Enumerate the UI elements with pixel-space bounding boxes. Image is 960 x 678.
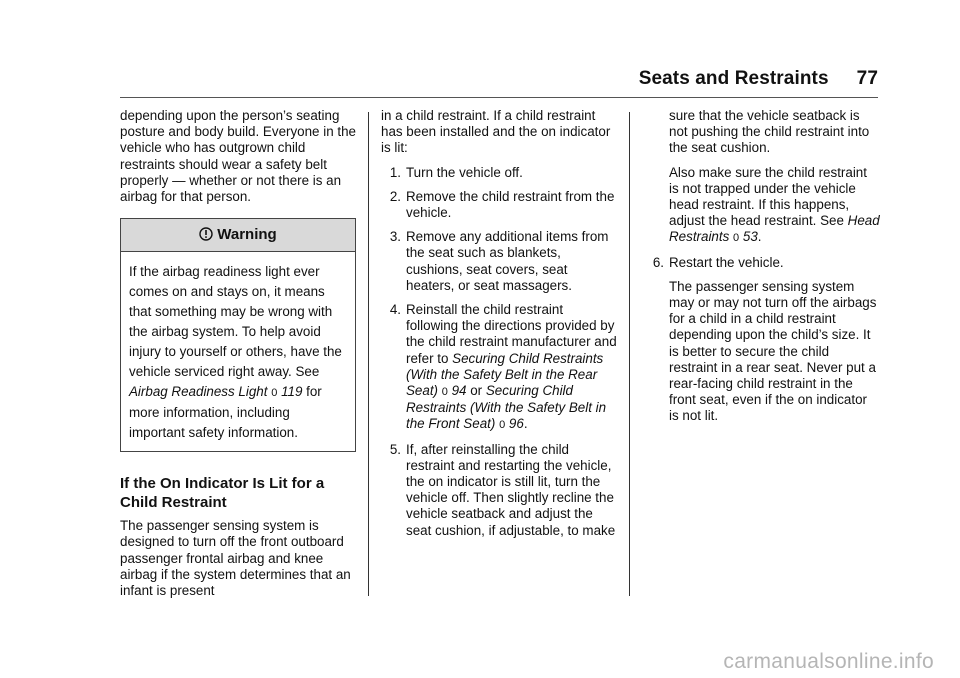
step-text: Turn the vehicle off. [406, 164, 523, 180]
page-header [639, 68, 878, 90]
section-title: Seats and Restraints [638, 68, 829, 89]
step-text: If, after reinstalling the child restraint and restarting the vehicle, the on indicator is still lit, turn the vehicle off. Then slightly recline the vehicle seatback and adjust the seat cushion, if adjustable, to make [406, 441, 616, 538]
list-item [381, 442, 617, 539]
column-divider [368, 112, 369, 596]
step-number: 2. [389, 188, 401, 204]
xref-page[interactable]: 96 [508, 416, 524, 432]
step-text-mid: or [466, 383, 486, 399]
column-2 [381, 108, 617, 547]
warning-title: Warning [217, 226, 277, 244]
xref-page[interactable]: 119 [281, 384, 303, 400]
list-item [381, 165, 617, 181]
paragraph: The passenger sensing system is designed to turn off the front outboard passenger frontal airbag and knee airbag if the system determines that an infant is present [120, 518, 351, 599]
step-text [406, 302, 617, 434]
xref-page[interactable]: 94 [451, 383, 467, 399]
column-1 [120, 108, 358, 607]
xref-link[interactable]: Head Restraints [669, 213, 880, 245]
paragraph-start: Also make sure the child restraint is not trapped under the vehicle head restraint. If this happens, adjust the head restraint. See [669, 164, 867, 229]
column-divider [629, 112, 630, 596]
section-subheading: If the On Indicator Is Lit for a Child Restraint [120, 475, 325, 512]
paragraph: The passenger sensing system may or may not turn off the airbags for a child in a child restraint depending upon the child’s size. It is better to secure the child restraint in a rear seat. Never put a rear-facing child restraint in the front seat, even if the on indicator is not lit. [669, 278, 877, 424]
step-text: Remove any additional items from the seat such as blankets, cushions, seat covers, seat heaters, or seat massagers. [406, 229, 609, 293]
xref-page[interactable]: 53 [742, 229, 758, 245]
paragraph: in a child restraint. If a child restraint has been installed and the on indicator is lit: [381, 108, 611, 156]
step-number: 1. [389, 164, 401, 180]
steps-list [381, 165, 617, 539]
step-number: 5. [389, 441, 401, 457]
column-3 [644, 108, 880, 433]
warning-box [120, 218, 356, 452]
list-item [381, 189, 617, 221]
paragraph [644, 165, 880, 247]
steps-list [644, 255, 880, 271]
warning-text-end: for more information, including important safety information. [129, 384, 322, 441]
list-item [381, 229, 617, 294]
page-ref-icon: 0 [499, 419, 506, 432]
header-rule [120, 97, 878, 98]
paragraph: depending upon the person’s seating posture and body build. Everyone in the vehicle who has outgrown child restraints should wear a safety belt properly — whether or not there is an airbag for that person. [120, 108, 356, 205]
page-ref-icon: 0 [441, 386, 448, 399]
list-item [644, 255, 880, 271]
xref-link[interactable]: Airbag Readiness Light [129, 384, 268, 400]
paragraph: sure that the vehicle seatback is not pushing the child restraint into the seat cushion. [669, 108, 870, 156]
paragraph-end: . [757, 229, 762, 245]
step-number: 3. [389, 229, 401, 245]
step-text: Restart the vehicle. [669, 254, 784, 270]
step-number: 4. [389, 302, 401, 318]
step-text-start: Reinstall the child restraint following the directions provided by the child restraint manufacturer and refer to [406, 302, 617, 366]
step-number: 6. [652, 254, 664, 270]
page-number: 77 [856, 68, 878, 89]
warning-header [121, 219, 355, 252]
xref-link[interactable]: Securing Child Restraints (With the Safety Belt in the Rear Seat) [406, 350, 604, 399]
warning-text-start: If the airbag readiness light ever comes on and stays on, it means that something may be wrong with the airbag system. To help avoid injury to yourself or others, have the vehicle serviced right away. See [129, 264, 342, 380]
watermark: carmanualsonline.info [723, 650, 934, 673]
page-ref-icon: 0 [271, 387, 278, 400]
xref-link[interactable]: Securing Child Restraints (With the Safety Belt in the Front Seat) [406, 383, 607, 432]
page-ref-icon: 0 [733, 232, 740, 245]
list-item [381, 302, 617, 434]
warning-icon [199, 227, 213, 241]
step-text: Remove the child restraint from the vehicle. [406, 188, 615, 221]
step-text-end: . [523, 416, 528, 432]
warning-text [121, 252, 355, 451]
